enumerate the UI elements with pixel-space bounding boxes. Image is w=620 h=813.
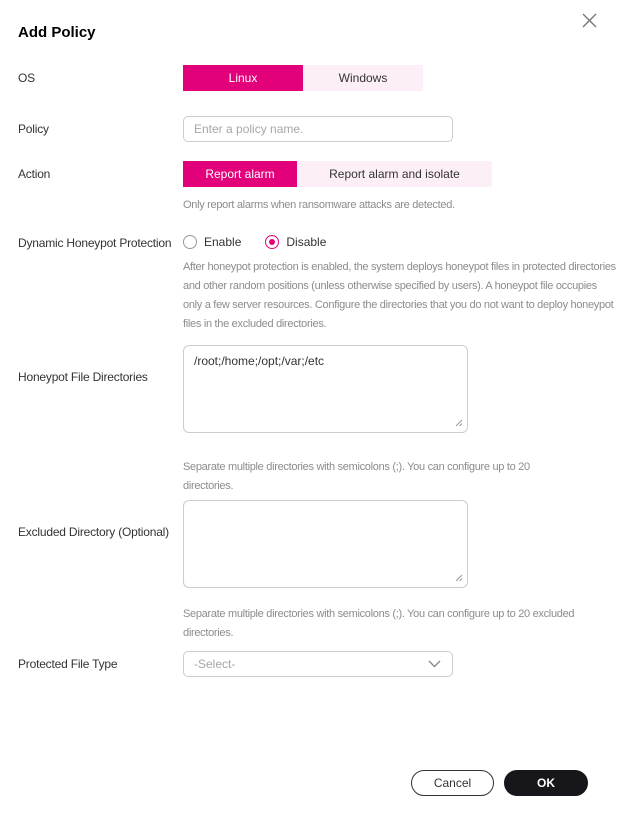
cancel-button[interactable]: Cancel [411, 770, 494, 796]
policy-label: Policy [18, 122, 49, 136]
chevron-down-icon [428, 655, 441, 673]
os-option-linux[interactable]: Linux [183, 65, 303, 91]
radio-option-disable[interactable] [265, 235, 326, 249]
honeypot-protection-description: After honeypot protection is enabled, the system deploys honeypot files in protected directories and other random positions (unless otherwise specified by users). A honeypot file occupies only a few server resources. Configure the directories that you do not want to deploy honeypot files in the excluded directories. [183, 261, 616, 330]
radio-unselected-icon [183, 235, 197, 249]
os-option-windows[interactable]: Windows [303, 65, 423, 91]
honeypot-protection-radio-group [183, 234, 617, 250]
dialog-footer [411, 770, 588, 796]
radio-disable-label: Disable [286, 235, 327, 249]
action-label: Action [18, 167, 51, 181]
honeypot-file-directories-label: Honeypot File Directories [18, 370, 148, 384]
action-option-report-alarm-and-isolate[interactable]: Report alarm and isolate [297, 161, 492, 187]
protected-file-type-select[interactable] [183, 651, 453, 677]
close-icon [581, 12, 598, 34]
honeypot-file-directories-hint: Separate multiple directories with semicolons (;). You can configure up to 20 directories. [183, 461, 530, 492]
select-placeholder: -Select- [194, 657, 236, 671]
os-label: OS [18, 71, 35, 85]
radio-selected-icon [265, 235, 279, 249]
action-option-report-alarm[interactable]: Report alarm [183, 161, 297, 187]
excluded-directory-textarea[interactable] [183, 500, 468, 588]
radio-enable-label: Enable [204, 235, 242, 249]
radio-option-enable[interactable] [183, 235, 241, 249]
excluded-directory-hint: Separate multiple directories with semicolons (;). You can configure up to 20 excluded directories. [183, 608, 575, 639]
policy-name-input[interactable] [183, 116, 453, 142]
action-hint: Only report alarms when ransomware attacks are detected. [183, 199, 455, 211]
dynamic-honeypot-protection-label: Dynamic Honeypot Protection [18, 236, 172, 250]
honeypot-file-directories-textarea[interactable] [183, 345, 468, 433]
ok-button[interactable]: OK [504, 770, 588, 796]
close-button[interactable] [578, 12, 600, 34]
excluded-directory-label: Excluded Directory (Optional) [18, 525, 169, 539]
dialog-title: Add Policy [18, 24, 96, 41]
action-toggle-group [183, 161, 492, 187]
protected-file-type-label: Protected File Type [18, 657, 118, 671]
os-toggle-group [183, 65, 423, 91]
